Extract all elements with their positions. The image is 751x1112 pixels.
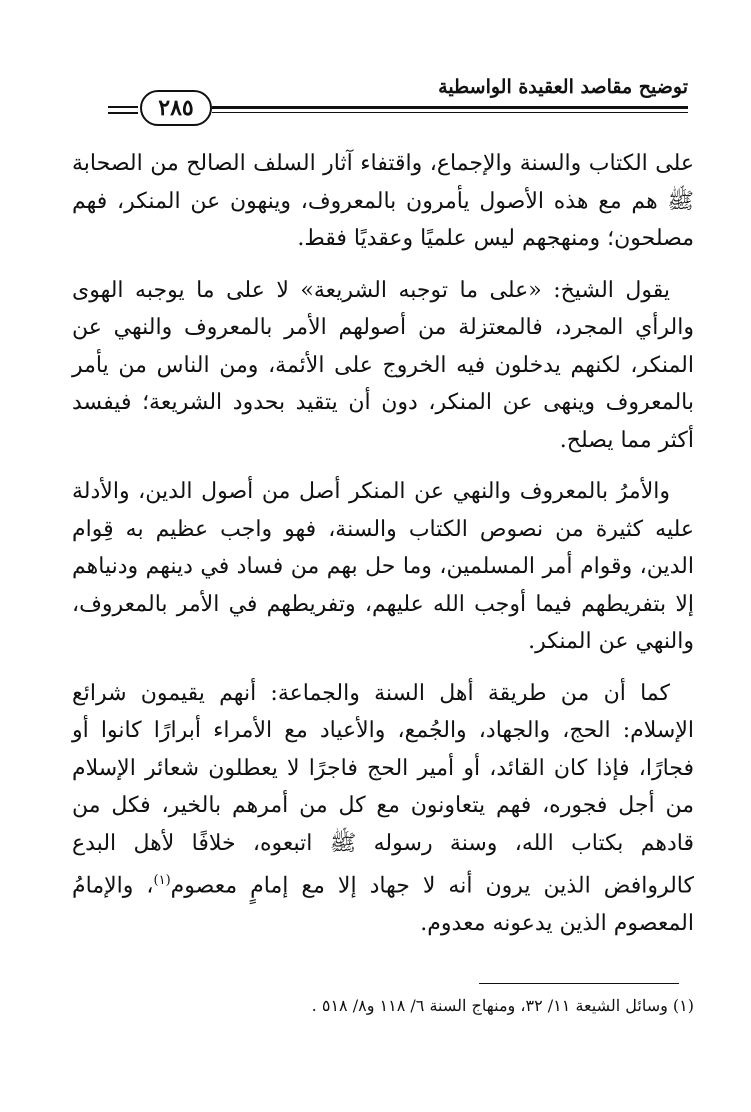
header-rule-left-upper <box>108 106 138 108</box>
footnote-separator <box>479 983 679 984</box>
footnote-marker[interactable]: (١) <box>153 873 171 888</box>
paragraph-4-tail: ، والإمامُ المعصوم الذين يدعونه معدوم. <box>72 873 694 936</box>
paragraph-1: على الكتاب والسنة والإجماع، واقتفاء آثار السلف الصالح من الصحابة ﷺ هم مع هذه الأصول يأمرون بالمعروف، وينهون عن المنكر، فهم مصلحون؛ ومنهجهم ليس علميًا وعقديًا فقط. <box>72 151 694 251</box>
footnote-1: (١) وسائل الشيعة ١١/ ٣٢، ومنهاج السنة ٦/ ١١٨ و٨/ ٥١٨ . <box>311 996 694 1015</box>
header-rule-thin <box>212 112 688 113</box>
running-title: توضيح مقاصد العقيدة الواسطية <box>438 76 688 98</box>
main-text <box>72 145 694 956</box>
paragraph-3: والأمرُ بالمعروف والنهي عن المنكر أصل من أصول الدين، والأدلة عليه كثيرة من نصوص الكتاب والسنة، فهو واجب عظيم به قِوام الدين، وقوام أمر المسلمين، وما حل بهم من فساد في دينهم ودنياهم إلا بتفريطهم فيما أوجب الله عليهم، وتفريطهم في الأمر بالمعروف، والنهي عن المنكر. <box>72 479 694 654</box>
page-number: ٢٨٥ <box>140 90 212 126</box>
paragraph-4 <box>72 675 694 943</box>
paragraph-4-body: كما أن من طريقة أهل السنة والجماعة: أنهم يقيمون شرائع الإسلام: الحج، والجهاد، والجُمع، والأعياد مع الأمراء أبرارًا كانوا أو فجارًا، فإذا كان القائد، أو أمير الحج فاجرًا لا يعطلون شعائر الإسلام من أجل فجوره، فهم يتعاونون مع كل من أمرهم بالخير، فكل من قادهم بكتاب الله، وسنة رسوله ﷺ اتبعوه، خلافًا لأهل البدع كالروافض الذين يرون أنه لا جهاد إلا مع إمامٍ معصوم <box>72 680 694 899</box>
header-rule-thick <box>212 106 688 109</box>
page-header <box>108 76 688 140</box>
paragraph-2: يقول الشيخ: «على ما توجبه الشريعة» لا على ما يوجبه الهوى والرأي المجرد، فالمعتزلة من أصولهم الأمر بالمعروف والنهي عن المنكر، لكنهم يدخلون فيه الخروج على الأئمة، ومن الناس من يأمر بالمعروف وينهى عن المنكر، دون أن يتقيد بحدود الشريعة؛ فيفسد أكثر مما يصلح. <box>72 277 694 453</box>
header-rule-left-lower <box>108 112 138 114</box>
